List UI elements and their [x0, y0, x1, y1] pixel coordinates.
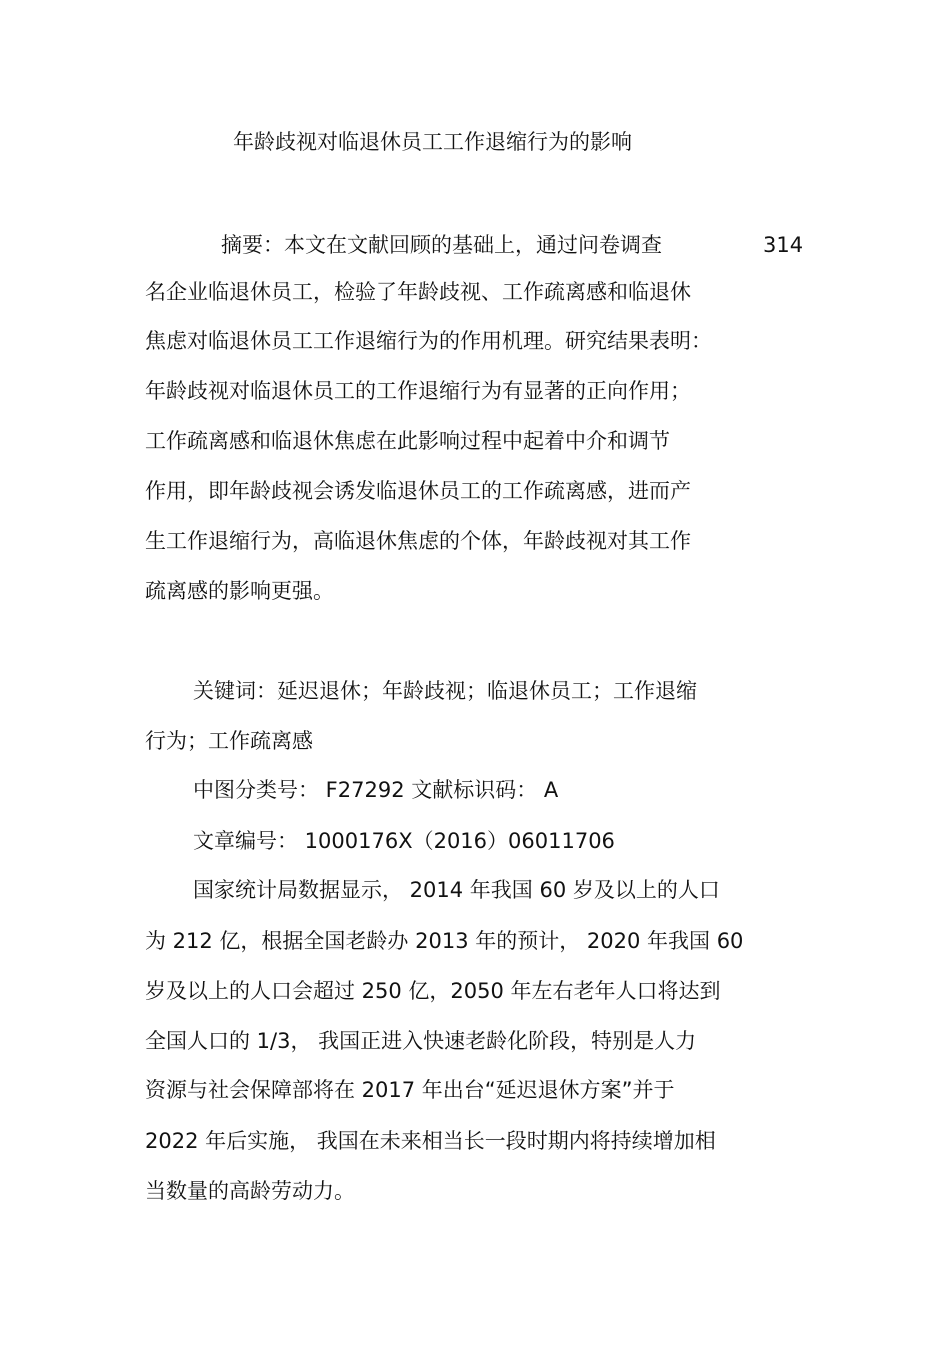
- abstract-line-1: 摘要：本文在文献回顾的基础上，通过问卷调查: [221, 233, 662, 257]
- abstract-line-7: 生工作退缩行为，高临退休焦虑的个体，年龄歧视对其工作: [145, 529, 691, 553]
- body-line-5: 资源与社会保障部将在 2017 年出台“延迟退休方案”并于: [145, 1078, 675, 1102]
- abstract-line-8: 疏离感的影响更强。: [145, 579, 334, 603]
- article-number-line: 文章编号： 1000176X（2016）06011706: [193, 829, 615, 853]
- abstract-line-3: 焦虑对临退休员工工作退缩行为的作用机理。研究结果表明：: [145, 329, 712, 353]
- body-line-4: 全国人口的 1/3， 我国正进入快速老龄化阶段，特别是人力: [145, 1029, 697, 1053]
- abstract-sample-size: 314: [763, 233, 804, 257]
- body-line-2: 为 212 亿，根据全国老龄办 2013 年的预计， 2020 年我国 60: [145, 929, 744, 953]
- abstract-line-4: 年龄歧视对临退休员工的工作退缩行为有显著的正向作用；: [145, 379, 691, 403]
- abstract-line-6: 作用，即年龄歧视会诱发临退休员工的工作疏离感，进而产: [145, 479, 691, 503]
- classification-line: 中图分类号： F27292 文献标识码： A: [193, 778, 559, 802]
- body-line-7: 当数量的高龄劳动力。: [145, 1179, 355, 1203]
- body-line-3: 岁及以上的人口会超过 250 亿，2050 年左右老年人口将达到: [145, 979, 721, 1003]
- document-title: 年龄歧视对临退休员工工作退缩行为的影响: [233, 130, 632, 154]
- abstract-line-5: 工作疏离感和临退休焦虑在此影响过程中起着中介和调节: [145, 429, 670, 453]
- body-line-6: 2022 年后实施， 我国在未来相当长一段时期内将持续增加相: [145, 1129, 716, 1153]
- keywords-line-1: 关键词：延迟退休；年龄歧视；临退休员工；工作退缩: [193, 679, 697, 703]
- keywords-line-2: 行为；工作疏离感: [145, 729, 313, 753]
- abstract-line-2: 名企业临退休员工，检验了年龄歧视、工作疏离感和临退休: [145, 280, 691, 304]
- body-line-1: 国家统计局数据显示， 2014 年我国 60 岁及以上的人口: [193, 878, 720, 902]
